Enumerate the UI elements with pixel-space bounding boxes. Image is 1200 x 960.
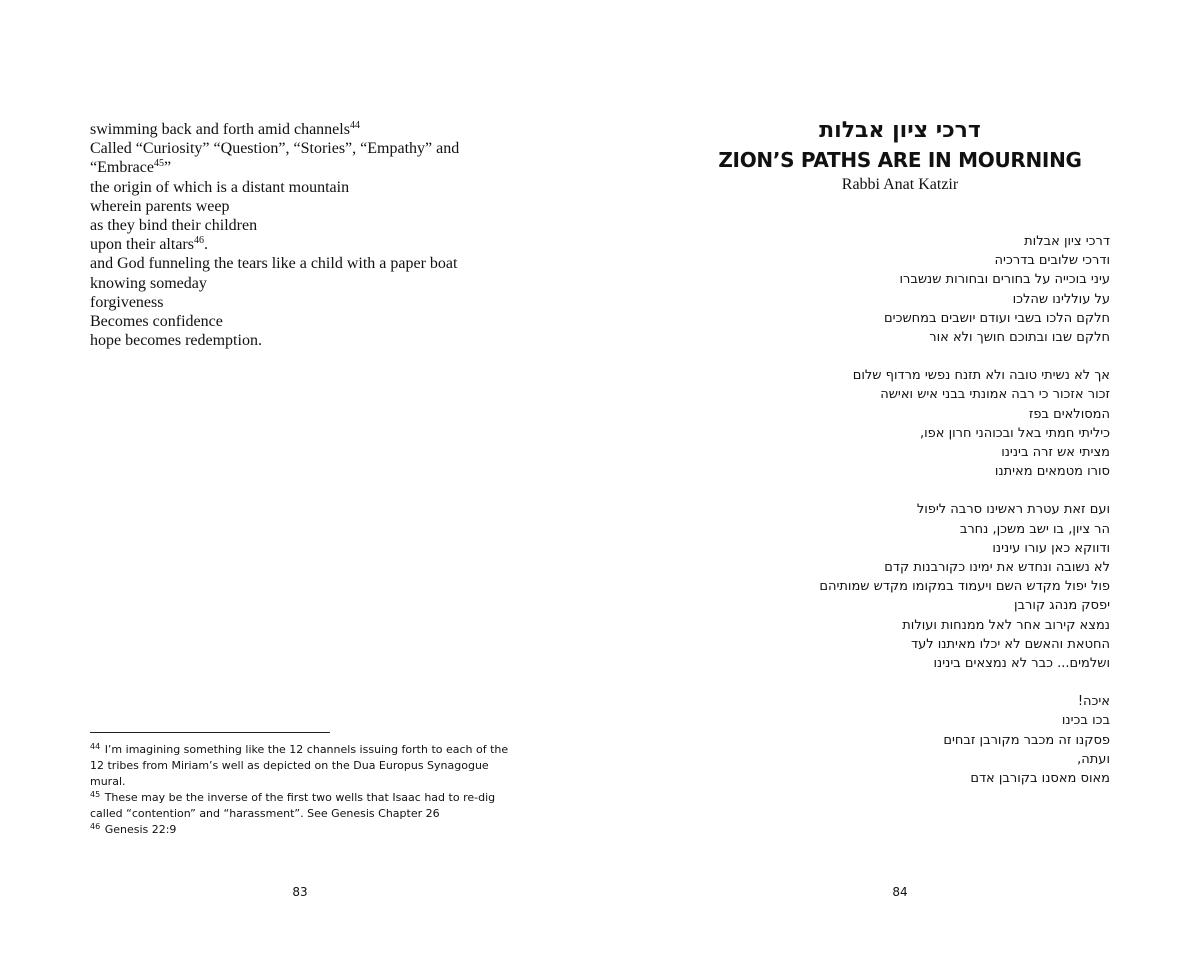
poem-line-hebrew: דרכי ציון אבלות xyxy=(1024,234,1110,249)
stanza xyxy=(810,500,1110,673)
footnote-text: These may be the inverse of the first two wells that Isaac had to re-dig called “contention” and “harassment”. See Genesis Chapter 26 xyxy=(90,791,496,820)
poem-line-text: “Embrace xyxy=(90,159,154,177)
poem-line-hebrew: יפסק מנהג קורבן xyxy=(1014,598,1110,614)
footnote-number: 45 xyxy=(90,790,101,799)
poem-line xyxy=(90,197,530,216)
poem-line-hebrew: מציתי אש זרה בינינו xyxy=(1001,445,1110,461)
footnote xyxy=(90,790,510,822)
poem-line-hebrew: ועתה, xyxy=(1077,751,1110,767)
poem-line xyxy=(90,331,530,350)
poem-line-hebrew: כיליתי חמתי באל ובכוהני חרון אפו, xyxy=(919,425,1110,441)
poem-line-hebrew: המסולאים בפז xyxy=(1028,406,1110,422)
author: Rabbi Anat Katzir xyxy=(841,176,959,193)
title-hebrew: דרכי ציון אבלות xyxy=(819,118,981,143)
poem-line-trailing: ” xyxy=(163,159,172,177)
poem-line-hebrew: פול יפול מקדש השם ויעמוד במקומו מקדש שמותיהם xyxy=(819,579,1110,595)
poem-line-hebrew: הר ציון, בו ישב משכן, נחרב xyxy=(959,521,1110,537)
poem-line-hebrew: אך לא נשיתי טובה ולא תזנח נפשי מרדוף שלום xyxy=(852,368,1110,384)
poem-line-text: upon their altars xyxy=(90,236,194,254)
poem-line-text: Becomes confidence xyxy=(90,313,223,331)
footnote-number: 46 xyxy=(90,822,101,831)
poem-line xyxy=(90,139,530,158)
footnotes xyxy=(90,742,510,838)
poem-line-text: knowing someday xyxy=(90,274,207,292)
poem-line-trailing: . xyxy=(203,236,208,254)
right-page xyxy=(600,0,1200,960)
poem-line xyxy=(90,254,530,273)
poem-line-hebrew: בכו בכינו xyxy=(1061,713,1110,729)
footnote-divider xyxy=(90,732,330,733)
stanza xyxy=(810,232,1110,347)
poem-line-hebrew: פסקנו זה מכבר מקורבן זבחים xyxy=(943,732,1110,748)
footnote-text: Genesis 22:9 xyxy=(104,823,177,836)
poem-line-hebrew: איכה! xyxy=(1077,694,1110,710)
poem-line-hebrew: ודרכי שלובים בדרכיה xyxy=(994,253,1110,269)
poem-line-hebrew: ושלמים... כבר לא נמצאים בינינו xyxy=(933,656,1110,672)
footnote xyxy=(90,742,510,790)
poem-line-hebrew: נמצא קירוב אחר לאל ממנחות ועולות xyxy=(902,617,1110,633)
poem-line-hebrew: חלקם שבו ובתוכם חושך ולא אור xyxy=(929,330,1110,346)
footnote-text: I’m imagining something like the 12 channels issuing forth to each of the 12 tribes from Miriam’s well as depicted on the Dua Europus Synagogue mural. xyxy=(90,743,509,788)
poem-line-text: as they bind their children xyxy=(90,217,258,235)
poem-line-text: forgiveness xyxy=(90,293,164,311)
title-english: ZION’S PATHS ARE IN MOURNING xyxy=(718,148,1082,172)
poem-line-hebrew: החטאת והאשם לא יכלו מאיתנו לעד xyxy=(910,636,1110,652)
poem-line-hebrew: על עוללינו שהלכו xyxy=(1012,291,1110,307)
poem-line xyxy=(90,235,530,254)
page-number-right: 84 xyxy=(892,885,908,899)
poem-line-hebrew: זכור אזכור כי רבה אמונתי בבני איש ואישה xyxy=(880,387,1110,403)
footnote-number: 44 xyxy=(90,742,101,751)
poem-line-text: Called “Curiosity” “Question”, “Stories”, “Empathy” and xyxy=(90,140,460,158)
poem-line-hebrew: סורו מטמאים מאיתנו xyxy=(994,464,1110,480)
poem-line-hebrew: ודווקא כאן עורו עינינו xyxy=(992,540,1110,556)
poem-line-hebrew: חלקם הלכו בשבי ועודם יושבים במחשכים xyxy=(884,310,1110,326)
poem-line-text: hope becomes redemption. xyxy=(90,332,262,350)
footnote xyxy=(90,822,510,838)
poem-line-hebrew: מאוס מאסנו בקורבן אדם xyxy=(970,771,1110,787)
page-number-left: 83 xyxy=(292,885,308,899)
poem-line xyxy=(90,274,530,293)
poem-line-text: swimming back and forth amid channels xyxy=(90,121,350,138)
poem-line xyxy=(90,216,530,235)
poem-line-text: and God funneling the tears like a child with a paper boat xyxy=(90,255,458,273)
footnote-marker: 44 xyxy=(349,120,360,131)
stanza xyxy=(810,692,1110,788)
poem-line xyxy=(90,120,530,139)
poem-hebrew xyxy=(810,232,1110,807)
poem-line xyxy=(90,178,530,197)
poem-line-text: wherein parents weep xyxy=(90,197,230,215)
poem-english xyxy=(90,120,530,350)
stanza xyxy=(810,366,1110,481)
poem-line xyxy=(90,293,530,312)
footnote-marker: 46 xyxy=(193,235,204,247)
poem-line-text: the origin of which is a distant mountain xyxy=(90,178,350,196)
poem-line-hebrew: לא נשובה ונחדש את ימינו כקורבנות קדם xyxy=(884,560,1110,576)
poem-line-hebrew: ועם זאת עטרת ראשינו סרבה ליפול xyxy=(916,502,1110,518)
poem-line-hebrew: עיני בוכייה על בחורים ובחורות שנשברו xyxy=(899,272,1110,288)
poem-line xyxy=(90,158,530,177)
poem-line xyxy=(90,312,530,331)
footnote-marker: 45 xyxy=(153,158,164,170)
